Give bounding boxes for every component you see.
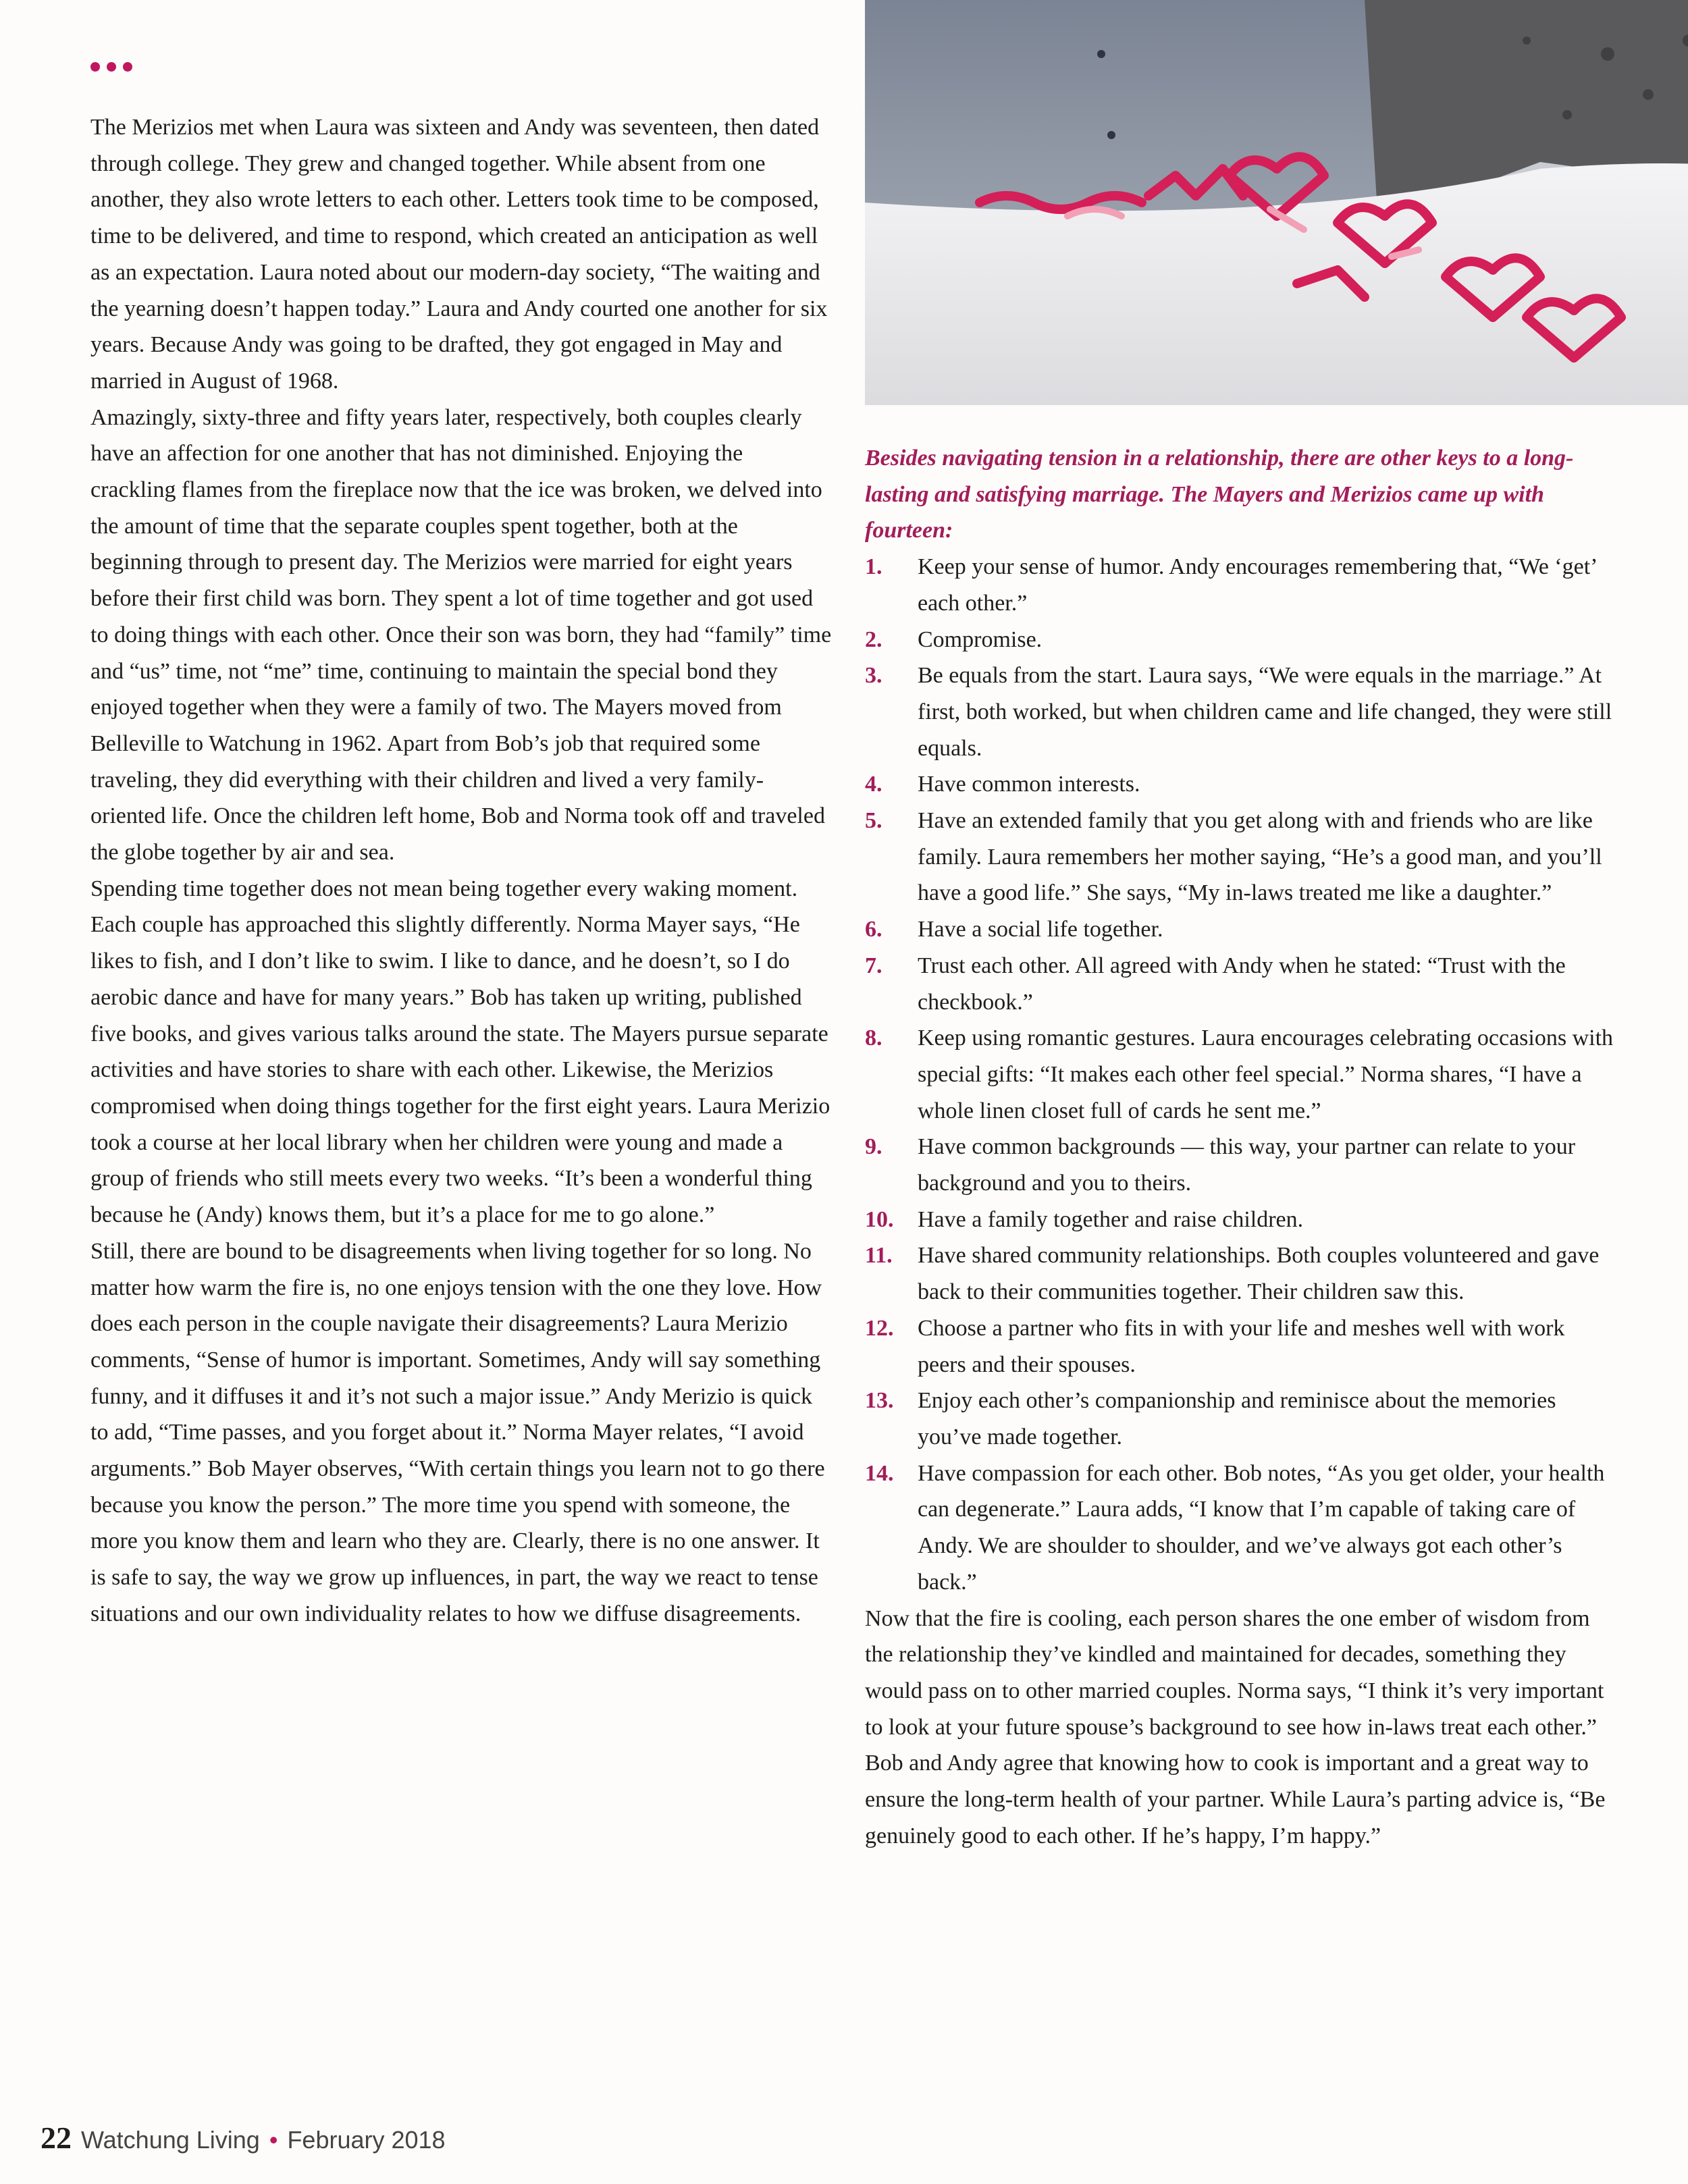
page-footer [41,2120,446,2160]
list-number: 2. [865,627,882,652]
list-item [865,1129,1614,1201]
list-number: 12. [865,1315,894,1341]
magazine-name: Watchung Living [81,2126,260,2154]
list-number: 9. [865,1134,882,1160]
list-text: Have a social life together. [918,917,1163,942]
list-item [865,1020,1614,1129]
keys-intro: Besides navigating tension in a relationship, there are other keys to a long-lasting and satisfying marriage. The Mayers and Merizios came up with fourteen: [865,446,1574,543]
list-text: Have compassion for each other. Bob notes, “As you get older, your health can degenerate.” Laura adds, “I know that I’m capable of taking care of Andy. We are shoulder to shoulder, and we’ve always got each other’s back.” [918,1460,1605,1595]
list-item [865,1237,1614,1310]
list-text: Keep your sense of humor. Andy encourages remembering that, “We ‘get’ each other.” [918,554,1596,616]
paragraph-disagreements: Still, there are bound to be disagreements when living together for so long. No matter how warm the fire is, no one enjoys tension with the one they love. How does each person in the couple navigate their disagreements? Laura Merizio comments, “Sense of humor is important. Sometimes, Andy will say something funny, and it diffuses it and it’s not such a major issue.” Andy Merizio is quick to add, “Time passes, and you forget about it.” Norma Mayer relates, “I avoid arguments.” Bob Mayer observes, “With certain things you learn not to go there because you know the person.” The more time you spend with someone, the more you know them and learn who they are. Clearly, there is no one answer. It is safe to say, the way we grow up influences, in part, the way we react to tense situations and our own individuality relates to how we diffuse disagreements. [90,1238,825,1626]
list-text: Have a family together and raise children. [918,1206,1304,1232]
list-item [865,911,1614,948]
paragraph-affection: Amazingly, sixty-three and fifty years later, respectively, both couples clearly have an affection for one another that has not diminished. Enjoying the crackling flames from the fireplace now that the ice was broken, we delved into the amount of time that the separate couples spent together, both at the beginning through to present day. The Merizios were married for eight years before their first child was born. They spent a lot of time together and got used to doing things with each other. Once their son was born, they had “family” time and “us” time, not “me” time, continuing to maintain the special bond they enjoyed together when they were a family of two. The Mayers moved from Belleville to Watchung in 1962. Apart from Bob’s job that required some traveling, they did everything with their children and lived a very family-oriented life. Once the children left home, Bob and Norma took off and traveled the globe together by air and sea. [90,404,832,865]
list-item [865,658,1614,766]
paragraph-time-together: Spending time together does not mean being together every waking moment. Each couple has approached this slightly differently. Norma Mayer says, “He likes to fish, and I don’t like to swim. I like to dance, and he doesn’t, so I do aerobic dance and have for many years.” Bob has taken up writing, published five books, and gives various talks around the state. The Mayers pursue separate activities and have stories to share with each other. Likewise, the Merizios compromised when doing things together for the first eight years. Laura Merizio took a course at her local library when her children were young and made a group of friends who still meets every two weeks. “It’s been a wonderful thing because he (Andy) knows them, but it’s a place for me to go alone.” [90,876,830,1228]
list-text: Have shared community relationships. Both couples volunteered and gave back to their communities together. Their children saw this. [918,1243,1600,1305]
list-item [865,622,1614,658]
list-item [865,948,1614,1020]
photo-couple-paper-hearts [865,0,1688,405]
list-number: 13. [865,1388,894,1414]
list-text: Enjoy each other’s companionship and reminisce about the memories you’ve made together. [918,1388,1556,1449]
list-number: 10. [865,1206,894,1232]
list-number: 6. [865,917,882,942]
list-number: 5. [865,808,882,834]
right-column [865,0,1614,1854]
list-text: Have common interests. [918,772,1140,797]
list-item [865,1202,1614,1238]
list-number: 8. [865,1026,882,1051]
list-text: Keep using romantic gestures. Laura encourages celebrating occasions with special gifts: “It makes each other feel special.” Norma shares, “I have a whole linen closet full of cards he sent me.” [918,1026,1614,1123]
list-item [865,1383,1614,1455]
list-text: Be equals from the start. Laura says, “We were equals in the marriage.” At first, both worked, but when children came and life changed, they were still equals. [918,663,1612,761]
paragraph-merizios-met: The Merizios met when Laura was sixteen and Andy was seventeen, then dated through college. They grew and changed together. While absent from one another, they also wrote letters to each other. Letters took time to be composed, time to be delivered, and time to respond, which created an anticipation as well as an expectation. Laura noted about our modern-day society, “The waiting and the yearning doesn’t happen today.” Laura and Andy courted one another for six years. Because Andy was going to be drafted, they got engaged in May and married in August of 1968. [90,115,828,394]
list-number: 1. [865,554,882,580]
list-text: Choose a partner who fits in with your life and meshes well with work peers and their spouses. [918,1315,1565,1377]
list-text: Compromise. [918,627,1043,652]
list-item [865,549,1614,621]
list-number: 11. [865,1243,893,1269]
list-item [865,1456,1614,1601]
photo-illustration [865,0,1688,405]
list-number: 7. [865,953,882,978]
keys-list [865,549,1614,1600]
list-item [865,803,1614,911]
list-text: Have an extended family that you get along with and friends who are like family. Laura remembers her mother saying, “He’s a good man, and you’ll have a good life.” She says, “My in-laws treated me like a daughter.” [918,808,1602,906]
list-text: Have common backgrounds — this way, your partner can relate to your background and you to theirs. [918,1134,1576,1196]
list-number: 4. [865,772,882,797]
list-number: 14. [865,1460,894,1486]
footer-bullet: • [269,2126,278,2154]
left-column [90,61,833,1632]
list-number: 3. [865,663,882,689]
list-item [865,1310,1614,1383]
issue-date: February 2018 [287,2126,446,2154]
paragraph-closing-advice: Now that the fire is cooling, each person shares the one ember of wisdom from the relationship they’ve kindled and maintained for decades, something they would pass on to other married couples. Norma says, “I think it’s very important to look at your future spouse’s background to see how in-laws treat each other.” Bob and Andy agree that knowing how to cook is important and a great way to ensure the long-term health of your partner. While Laura’s parting advice is, “Be genuinely good to each other. If he’s happy, I’m happy.” [865,1605,1606,1848]
list-text: Trust each other. All agreed with Andy when he stated: “Trust with the checkbook.” [918,953,1566,1015]
page-number: 22 [41,2121,72,2155]
list-item [865,766,1614,803]
